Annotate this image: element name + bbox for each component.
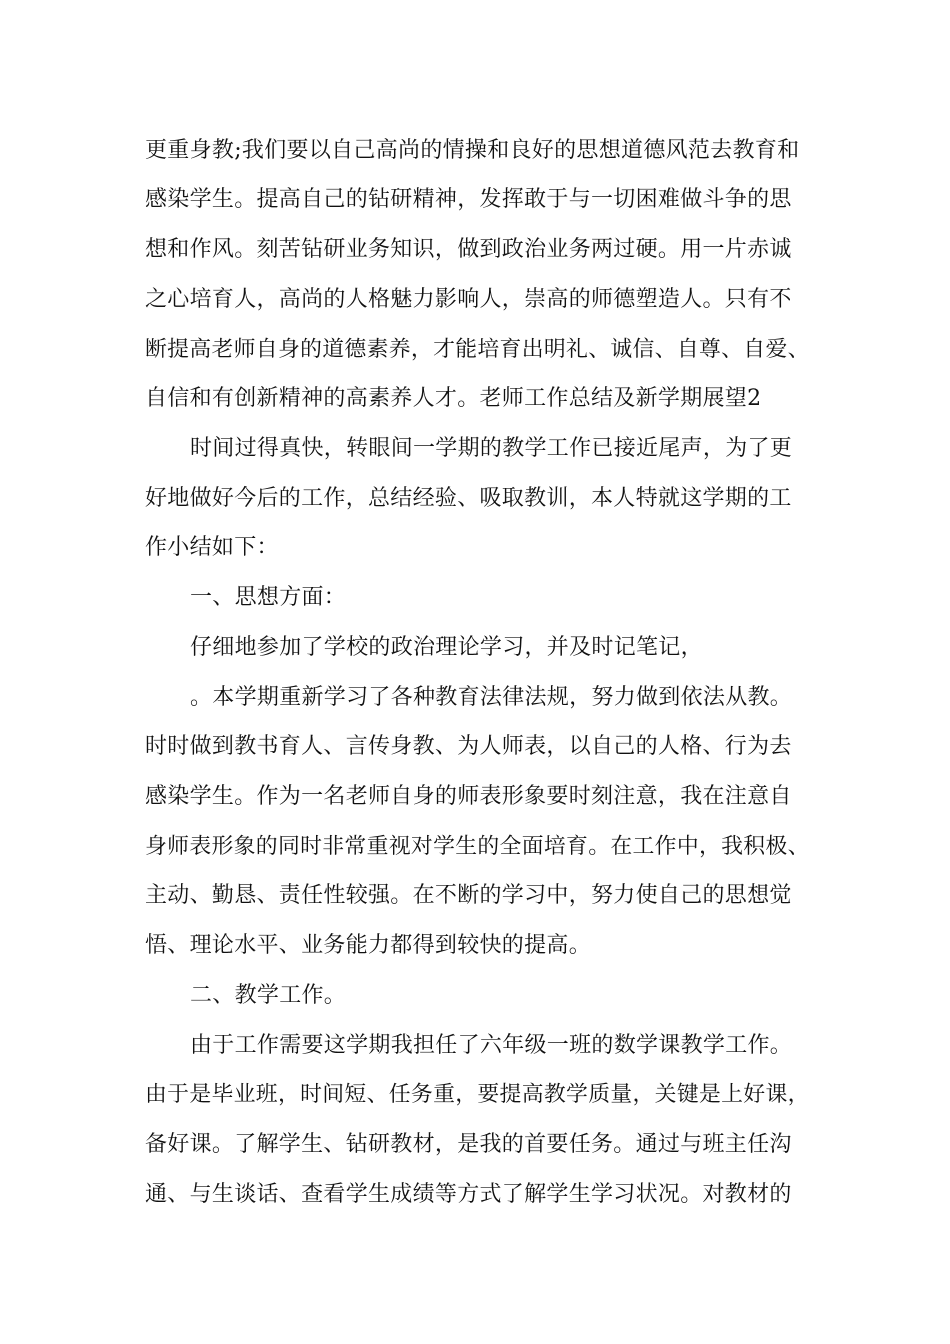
text-line: 由于工作需要这学期我担任了六年级一班的数学课教学工作。 bbox=[190, 1033, 793, 1058]
text-line: 作小结如下： bbox=[145, 535, 279, 560]
text-line: 通、与生谈话、查看学生成绩等方式了解学生学习状况。对教材的 bbox=[145, 1182, 792, 1207]
section-heading: 二、教学工作。 bbox=[190, 983, 347, 1008]
text-line: 仔细地参加了学校的政治理论学习，并及时记笔记， bbox=[190, 635, 703, 660]
text-line: 备好课。了解学生、钻研教材，是我的首要任务。通过与班主任沟 bbox=[145, 1132, 792, 1157]
text-line: 好地做好今后的工作，总结经验、吸取教训，本人特就这学期的工 bbox=[145, 486, 792, 511]
text-line: 。本学期重新学习了各种教育法律法规，努力做到依法从教。 bbox=[190, 685, 793, 710]
text-line: 更重身教;我们要以自己高尚的情操和良好的思想道德风范去教育和 bbox=[145, 138, 800, 163]
section-heading: 一、思想方面： bbox=[190, 585, 347, 610]
text-line: 时时做到教书育人、言传身教、为人师表，以自己的人格、行为去 bbox=[145, 734, 792, 759]
text-line: 悟、理论水平、业务能力都得到较快的提高。 bbox=[145, 933, 592, 958]
text-line: 由于是毕业班，时间短、任务重，要提高教学质量，关键是上好课， bbox=[145, 1082, 810, 1107]
text-line: 断提高老师自身的道德素养，才能培育出明礼、诚信、自尊、自爱、 bbox=[145, 337, 810, 362]
text-line: 身师表形象的同时非常重视对学生的全面培育。在工作中，我积极、 bbox=[145, 834, 810, 859]
text-line: 感染学生。作为一名老师自身的师表形象要时刻注意，我在注意自 bbox=[145, 784, 792, 809]
text-line: 想和作风。刻苦钻研业务知识，做到政治业务两过硬。用一片赤诚 bbox=[145, 237, 792, 262]
text-line: 主动、勤恳、责任性较强。在不断的学习中，努力使自己的思想觉 bbox=[145, 883, 792, 908]
text-line: 之心培育人，高尚的人格魅力影响人，崇高的师德塑造人。只有不 bbox=[145, 287, 792, 312]
text-line: 时间过得真快，转眼间一学期的教学工作已接近尾声，为了更 bbox=[190, 436, 793, 461]
text-line: 自信和有创新精神的高素养人才。老师工作总结及新学期展望2 bbox=[145, 386, 762, 411]
text-line: 感染学生。提高自己的钻研精神，发挥敢于与一切困难做斗争的思 bbox=[145, 187, 792, 212]
